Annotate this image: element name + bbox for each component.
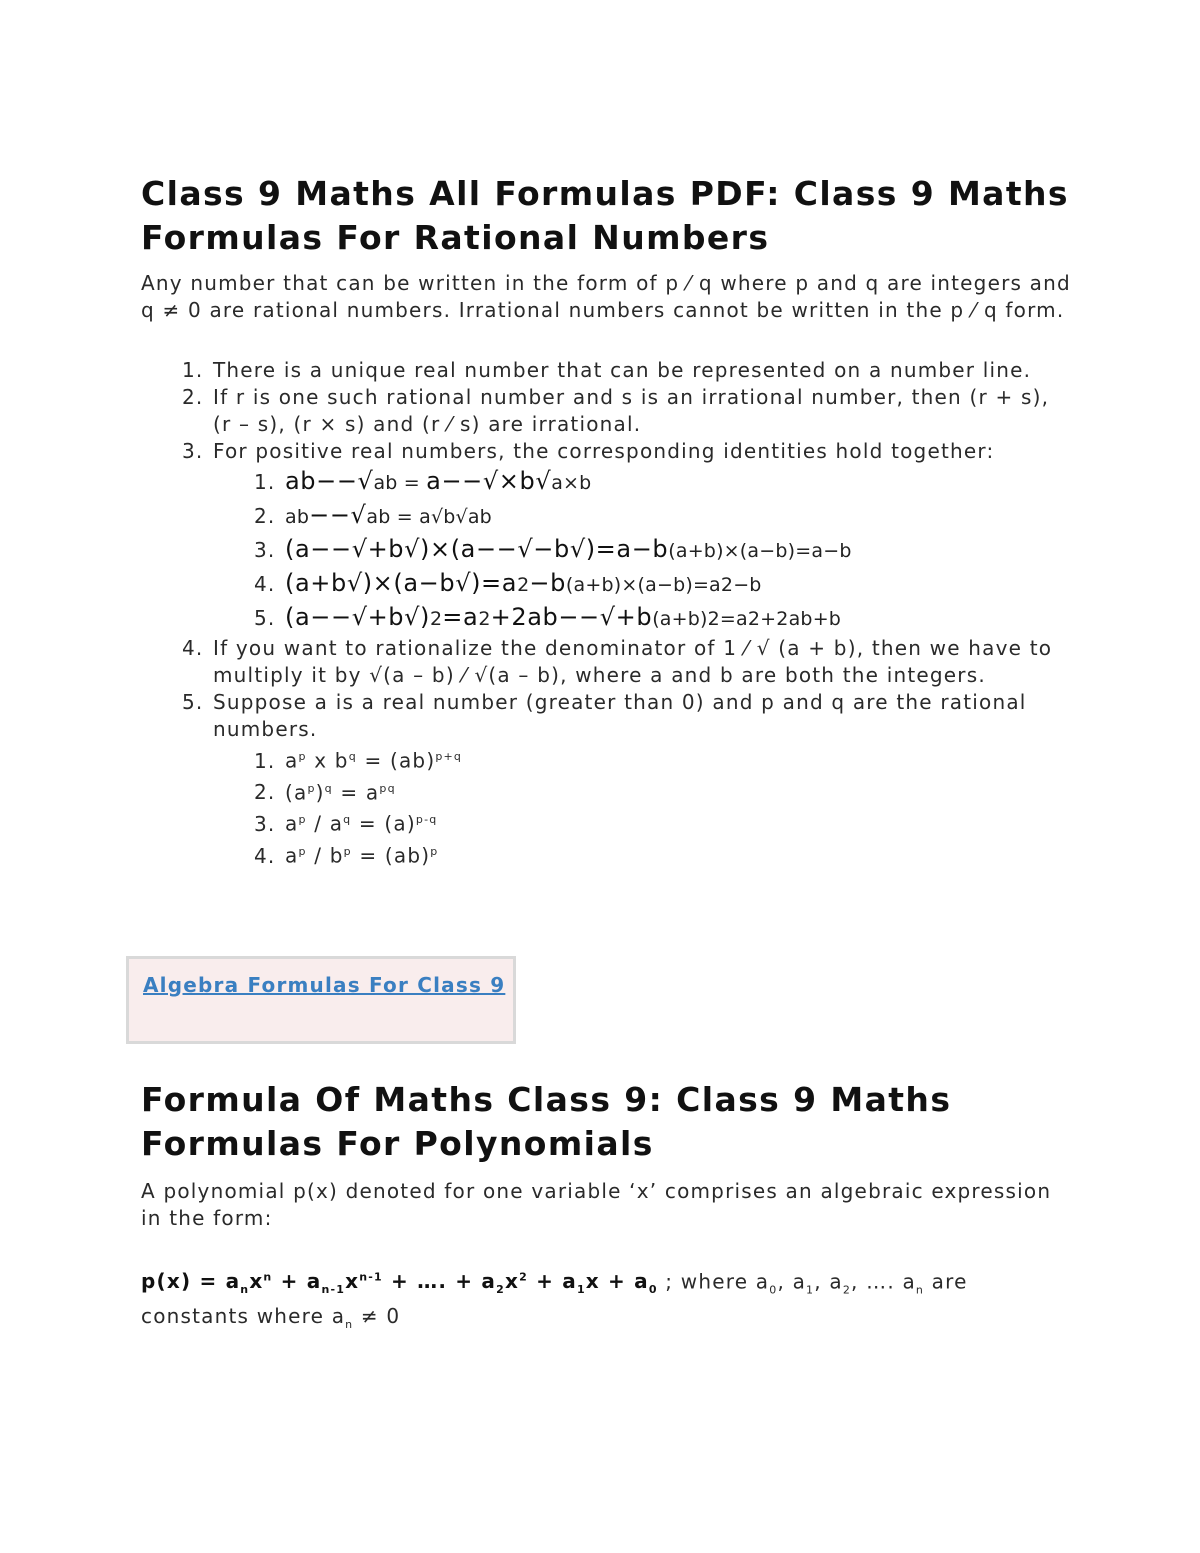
formula-sub: n bbox=[915, 1283, 925, 1297]
identity-part: ab = a√b√ab bbox=[366, 506, 492, 528]
formula-sub: n bbox=[240, 1283, 250, 1297]
rule-sup: p bbox=[298, 750, 307, 763]
formula-part: , a bbox=[777, 1269, 807, 1294]
identity-part: a−−√×b√ bbox=[426, 467, 552, 495]
section1-heading: Class 9 Maths All Formulas PDF: Class 9 Maths Formulas For Rational Numbers bbox=[141, 174, 1069, 257]
rule-sup: p bbox=[307, 781, 316, 795]
rule-part: a bbox=[285, 748, 299, 773]
rule-part: / a bbox=[306, 811, 344, 836]
identity-part: (a−−√+b√) bbox=[285, 603, 430, 631]
formula-sub: 1 bbox=[576, 1283, 586, 1297]
rule-sup: q bbox=[324, 781, 333, 795]
identity-part: +2ab−−√+b bbox=[490, 603, 653, 631]
formula-part: + a bbox=[527, 1269, 577, 1294]
rational-properties-list bbox=[141, 357, 1071, 870]
section2-heading: Formula Of Maths Class 9: Class 9 Maths Formulas For Polynomials bbox=[141, 1079, 952, 1163]
identity-part: 2 bbox=[478, 608, 491, 630]
list-item-text: Suppose a is a real number (greater than 0) and p and q are the rational numbers. bbox=[213, 690, 1027, 741]
list-item bbox=[211, 635, 1071, 689]
formula-part: x bbox=[504, 1269, 520, 1294]
rule-sup: p bbox=[430, 844, 439, 858]
rule-part: a bbox=[285, 843, 299, 868]
rule-sup: p bbox=[298, 813, 307, 827]
polynomial-intro-paragraph: A polynomial p(x) denoted for one variable ‘x’ comprises an algebraic expression in the form: bbox=[141, 1178, 1052, 1230]
identity-item bbox=[283, 567, 1071, 601]
rule-part: / b bbox=[306, 843, 344, 868]
rule-part: = a bbox=[332, 780, 380, 805]
list-item bbox=[211, 438, 1071, 635]
formula-part: ; where a bbox=[657, 1269, 770, 1294]
identity-part: −b bbox=[529, 569, 566, 597]
rule-part: = (ab) bbox=[351, 843, 431, 868]
identity-item bbox=[283, 533, 1071, 567]
formula-sup: n bbox=[263, 1270, 273, 1284]
list-item-text: If r is one such rational number and s is an irrational number, then (r + s), (r – s), (r × s) and (r ⁄ s) are irrational. bbox=[213, 385, 1050, 436]
formula-part: , a bbox=[814, 1269, 843, 1294]
rule-sup: q bbox=[343, 813, 352, 827]
rule-part: = (ab) bbox=[356, 748, 436, 773]
list-item-text: If you want to rationalize the denominator of 1 ⁄ √ (a + b), then we have to multiply it by √(a – b) ⁄ √(a – b), where a and b are both the integers. bbox=[213, 636, 1053, 687]
formula-part: x bbox=[249, 1269, 264, 1294]
rule-sup: p-q bbox=[415, 813, 438, 827]
rule-part: ) bbox=[315, 780, 325, 805]
identities-list bbox=[213, 465, 1071, 635]
rational-intro-paragraph: Any number that can be written in the form of p ⁄ q where p and q are integers and q ≠ 0 are rational numbers. Irrational numbers cannot be written in the p ⁄ q form. bbox=[141, 271, 1071, 322]
polynomial-formula bbox=[141, 1264, 1071, 1339]
formula-sub: 1 bbox=[806, 1283, 815, 1297]
identity-item bbox=[283, 499, 1071, 533]
formula-sub: 0 bbox=[769, 1283, 778, 1297]
formula-part: x bbox=[345, 1269, 360, 1294]
identity-part: a×b bbox=[551, 472, 592, 494]
list-item-text: For positive real numbers, the corresponding identities hold together: bbox=[213, 439, 995, 463]
formula-sub: 0 bbox=[648, 1283, 658, 1297]
identity-part: (a+b)×(a−b)=a−b bbox=[668, 540, 852, 562]
rule-part: (a bbox=[285, 780, 308, 805]
rule-sup: q bbox=[348, 750, 357, 763]
exponent-rule bbox=[283, 806, 1071, 838]
exponent-rule bbox=[283, 743, 1071, 775]
formula-sup: n-1 bbox=[359, 1270, 383, 1284]
exponent-rule bbox=[283, 838, 1071, 870]
identity-part: (a+b√)×(a−b√)=a bbox=[285, 569, 518, 597]
formula-part: + …. + a bbox=[382, 1269, 497, 1294]
list-item bbox=[211, 384, 1071, 438]
identity-part: −−√ bbox=[309, 501, 367, 529]
exponent-rules-list bbox=[213, 743, 1071, 870]
identity-part: ab = bbox=[373, 472, 427, 494]
identity-item bbox=[283, 465, 1071, 499]
rule-sup: p bbox=[298, 844, 307, 858]
algebra-formulas-link[interactable]: Algebra Formulas For Class 9 bbox=[143, 972, 506, 997]
rule-sup: p+q bbox=[435, 750, 463, 763]
identity-part: 2 bbox=[517, 574, 530, 596]
formula-part: p(x) = a bbox=[141, 1269, 241, 1294]
list-item bbox=[211, 689, 1071, 870]
identity-part: ab−−√ bbox=[285, 467, 374, 495]
rule-part: x b bbox=[306, 748, 349, 773]
list-item-text: There is a unique real number that can be represented on a number line. bbox=[213, 358, 1032, 382]
formula-part: + a bbox=[272, 1269, 322, 1294]
identity-item bbox=[283, 601, 1071, 635]
formula-sub: 2 bbox=[496, 1283, 505, 1297]
formula-sub: n-1 bbox=[321, 1283, 346, 1297]
related-link-box bbox=[126, 956, 516, 1044]
rule-sup: p bbox=[343, 844, 352, 858]
rule-part: = (a) bbox=[351, 811, 416, 836]
identity-part: (a+b)2=a2+2ab+b bbox=[652, 608, 842, 630]
identity-part: (a−−√+b√)×(a−−√−b√)=a−b bbox=[285, 535, 669, 563]
formula-part: are constants where a bbox=[141, 1269, 968, 1329]
exponent-rule bbox=[283, 775, 1071, 807]
list-item bbox=[211, 357, 1071, 384]
formula-sub: n bbox=[345, 1318, 354, 1332]
formula-part: ≠ 0 bbox=[353, 1304, 401, 1329]
document-page bbox=[141, 172, 1071, 1338]
identity-part: (a+b)×(a−b)=a2−b bbox=[565, 574, 762, 596]
formula-sub: 2 bbox=[842, 1283, 852, 1297]
identity-part: =a bbox=[442, 603, 479, 631]
formula-part: x + a bbox=[585, 1269, 649, 1294]
formula-sup: 2 bbox=[519, 1270, 528, 1284]
formula-part: , …. a bbox=[851, 1269, 916, 1294]
identity-part: 2 bbox=[429, 608, 443, 630]
rule-sup: pq bbox=[379, 781, 396, 795]
identity-part: ab bbox=[285, 506, 310, 528]
rule-part: a bbox=[285, 811, 299, 836]
